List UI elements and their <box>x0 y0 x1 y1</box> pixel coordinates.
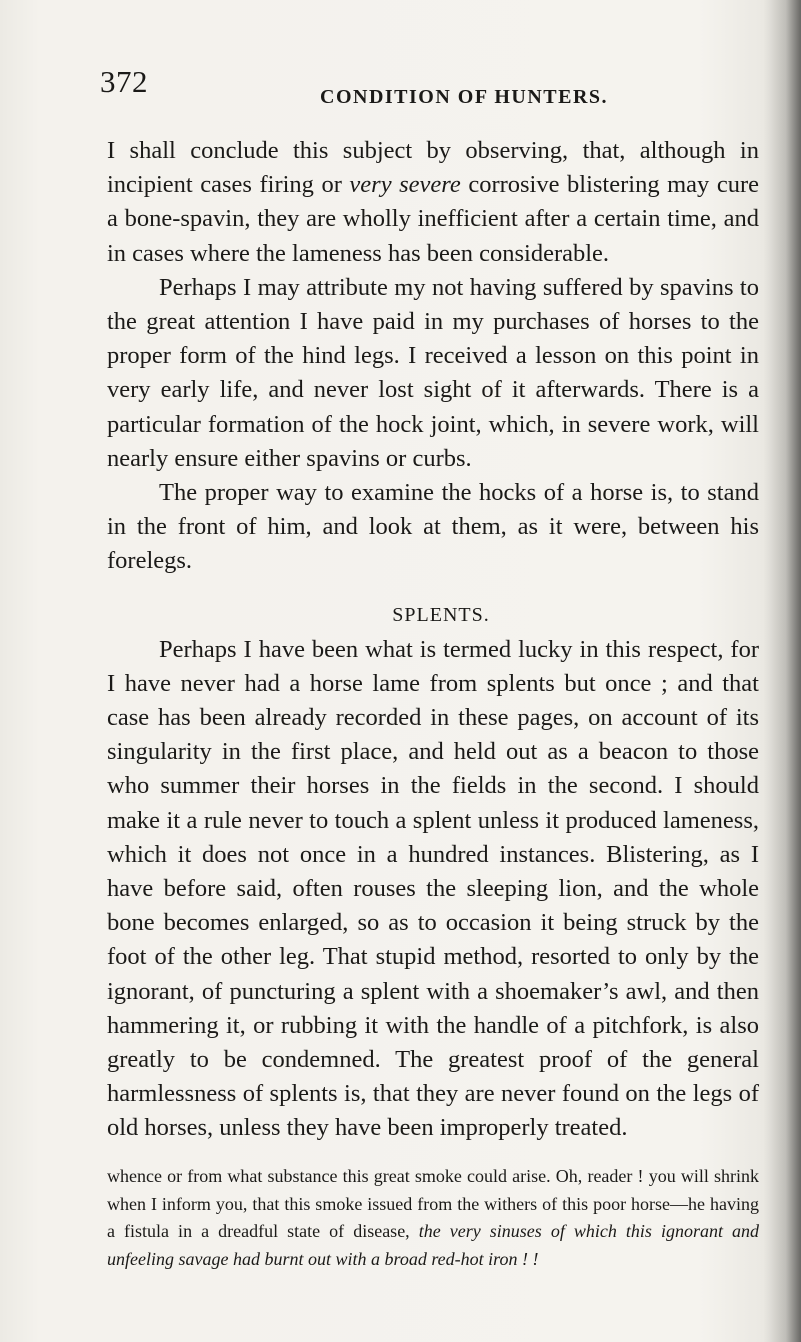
paragraph-1-text-a: I shall conclude this subject by observing, that, although in incipient cases firing or <box>107 137 759 199</box>
paragraph-examine-hocks: The proper way to examine the hocks of a horse is, to stand in the front of him, and look at them, as it were, between his forelegs. <box>107 479 759 575</box>
paragraph-hind-legs: Perhaps I may attribute my not having suffered by spavins to the great attention I have paid in my purchases of horses to the proper form of the hind legs. I received a lesson on this point in very early life, and never lost sight of it afterwards. There is a particular formation of the hock joint, which, in severe work, will nearly ensure either spavins or curbs. <box>107 273 759 472</box>
running-head: CONDITION OF HUNTERS. <box>320 86 609 108</box>
paragraph-1-emphasis: very severe <box>349 171 461 199</box>
page-number: 372 <box>100 64 148 99</box>
footnote-emphasis: the very sinuses of which this ignorant and unfeeling savage had burnt out with a broad red-hot iron ! ! <box>107 1221 759 1269</box>
page-header <box>100 64 760 108</box>
paragraph-spavin-conclusion <box>107 134 759 271</box>
paragraph-splents: Perhaps I have been what is termed lucky in this respect, for I have never had a horse lame from splents but once ; and that case has been already recorded in these pages, on account of its singularity in the first place, and held out as a beacon to those who summer their horses in the fields in the second. I should make it a rule never to touch a splent unless it produced lameness, which it does not once in a hundred instances. Blistering, as I have before said, often rouses the sleeping lion, and the whole bone becomes enlarged, so as to occasion it being struck by the foot of the other leg. That stupid method, resorted to only by the ignorant, of puncturing a splent with a shoemaker’s awl, and then hammering it, or rubbing it with the handle of a pitchfork, is also greatly to be condemned. The greatest proof of the general harmlessness of splents is, that they are never found on the legs of old horses, unless they have been improperly treated. <box>107 635 759 1142</box>
page-edge-shadow <box>763 0 801 1342</box>
body-text <box>107 134 759 1146</box>
footnote-text-a: whence or from what substance this great smoke could arise. Oh, reader ! you will shrink when I inform you, that this smoke issued from the withers of this poor horse—he having a fistula in a dreadful state of disease, <box>107 1166 759 1241</box>
footnote-text <box>107 1163 759 1273</box>
section-heading-splents: SPLENTS. <box>392 603 490 626</box>
paragraph-1-text-b: corrosive blistering may cure a bone-spavin, they are wholly inefficient after a certain time, and in cases where the lameness has been considerable. <box>107 171 759 267</box>
footnote <box>107 1163 759 1273</box>
